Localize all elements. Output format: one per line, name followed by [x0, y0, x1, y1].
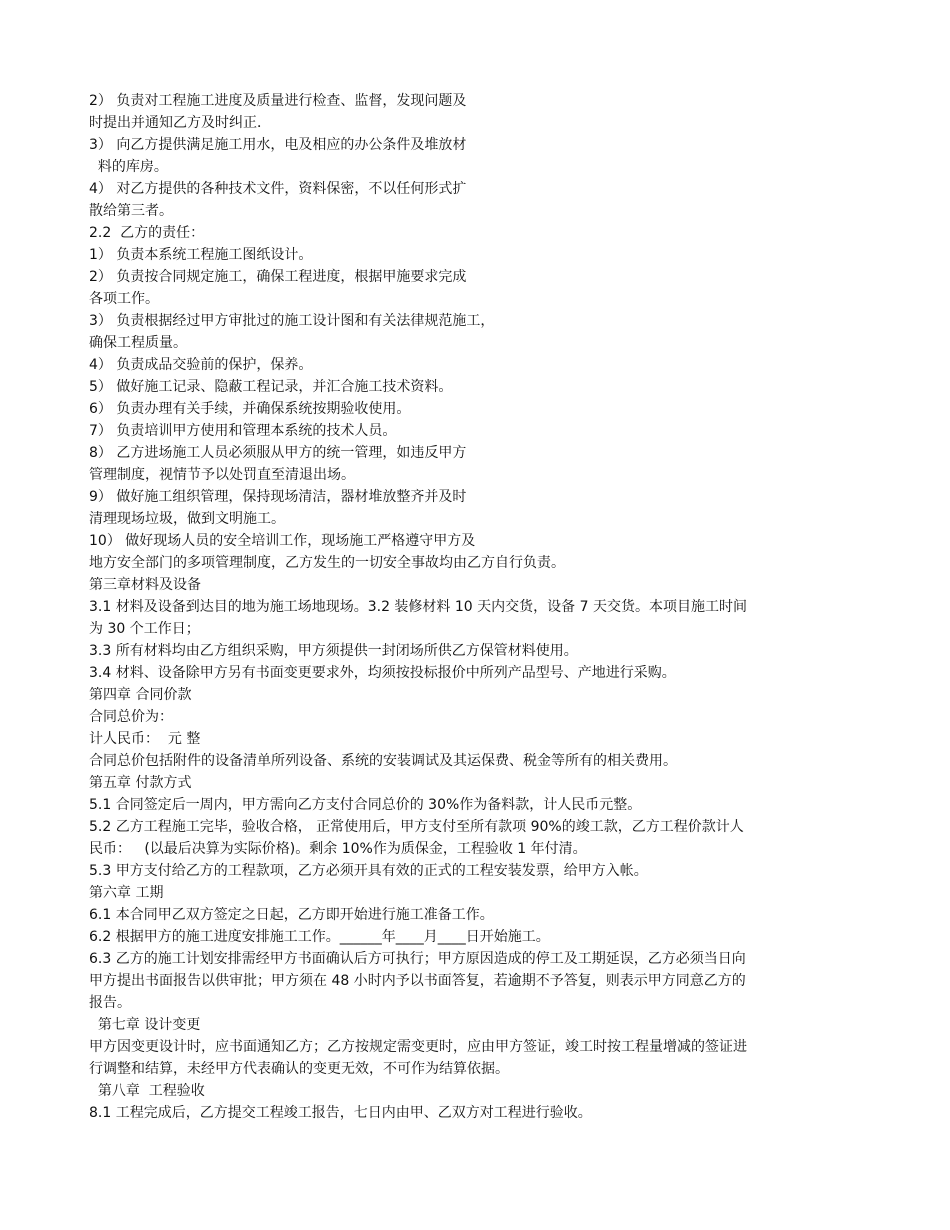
text-line: 3.1 材料及设备到达目的地为施工场地现场。3.2 装修材料 10 天内交货，设备 7 天交货。本项目施工时间 [89, 599, 747, 615]
text-line: 甲方因变更设计时，应书面通知乙方；乙方按规定需变更时，应由甲方签证，竣工时按工程量增减的签证进 [89, 1039, 747, 1055]
chapter-heading: 第五章 付款方式 [89, 775, 192, 791]
text-line: 清理现场垃圾，做到文明施工。 [89, 511, 285, 527]
text-line: 5.2 乙方工程施工完毕，验收合格， 正常使用后，甲方支付至所有款项 90%的竣工款，乙方工程价款计人 [89, 819, 744, 835]
text-line: 4） 对乙方提供的各种技术文件，资料保密，不以任何形式扩 [89, 181, 467, 197]
chapter-heading: 第六章 工期 [89, 885, 164, 901]
text-line: 确保工程质量。 [89, 335, 187, 351]
text-line: 计人民币： 元 整 [89, 731, 201, 747]
text-line: 合同总价为： [89, 709, 173, 725]
text-line: 6.3 乙方的施工计划安排需经甲方书面确认后方可执行；甲方原因造成的停工及工期延误，乙方必须当日向 [89, 951, 746, 967]
text-line: 5） 做好施工记录、隐蔽工程记录，并汇合施工技术资料。 [89, 379, 453, 395]
text-line: 时提出并通知乙方及时纠正． [89, 115, 271, 131]
text-line: 1） 负责本系统工程施工图纸设计。 [89, 247, 313, 263]
text-line: 管理制度，视情节予以处罚直至清退出场。 [89, 467, 355, 483]
contract-document-body [89, 90, 864, 1124]
text-line: 3） 负责根据经过甲方审批过的施工设计图和有关法律规范施工， [89, 313, 495, 329]
text-line: 3.3 所有材料均由乙方组织采购，甲方须提供一封闭场所供乙方保管材料使用。 [89, 643, 578, 659]
text-line: 6.1 本合同甲乙双方签定之日起，乙方即开始进行施工准备工作。 [89, 907, 494, 923]
chapter-heading: 第三章材料及设备 [89, 577, 201, 593]
text-line: 5.1 合同签定后一周内，甲方需向乙方支付合同总价的 30%作为备料款，计人民币元整。 [89, 797, 642, 813]
text-line: 各项工作。 [89, 291, 159, 307]
text-line: 为 30 个工作日； [89, 621, 200, 637]
text-line: 报告。 [89, 995, 131, 1011]
text-line: 8） 乙方进场施工人员必须服从甲方的统一管理，如违反甲方 [89, 445, 467, 461]
text-line: 7） 负责培训甲方使用和管理本系统的技术人员。 [89, 423, 397, 439]
text-line: 3） 向乙方提供满足施工用水，电及相应的办公条件及堆放材 [89, 137, 467, 153]
text-line: 6） 负责办理有关手续，并确保系统按期验收使用。 [89, 401, 411, 417]
text-line: 地方安全部门的多项管理制度，乙方发生的一切安全事故均由乙方自行负责。 [89, 555, 565, 571]
text-line: 8.1 工程完成后，乙方提交工程竣工报告，七日内由甲、乙双方对工程进行验收。 [89, 1105, 592, 1121]
text-line: 甲方提出书面报告以供审批；甲方须在 48 小时内予以书面答复，若逾期不予答复，则表示甲方同意乙方的 [89, 973, 746, 989]
text-line: 5.3 甲方支付给乙方的工程款项，乙方必须开具有效的正式的工程安装发票，给甲方入帐。 [89, 863, 648, 879]
text-line: 行调整和结算，未经甲方代表确认的变更无效，不可作为结算依据。 [89, 1061, 509, 1077]
chapter-heading: 第七章 设计变更 [89, 1017, 201, 1033]
text-line: 4） 负责成品交验前的保护，保养。 [89, 357, 313, 373]
text-line: 10） 做好现场人员的安全培训工作，现场施工严格遵守甲方及 [89, 533, 476, 549]
text-line: 2） 负责对工程施工进度及质量进行检查、监督，发现问题及 [89, 93, 467, 109]
text-line: 民币： (以最后决算为实际价格)。剩余 10%作为质保金，工程验收 1 年付清。 [89, 841, 587, 857]
text-line: 2） 负责按合同规定施工，确保工程进度，根据甲施要求完成 [89, 269, 467, 285]
chapter-heading: 第八章 工程验收 [89, 1083, 205, 1099]
text-line: 合同总价包括附件的设备清单所列设备、系统的安装调试及其运保费、税金等所有的相关费用。 [89, 753, 677, 769]
text-line: 9） 做好施工组织管理，保持现场清洁，器材堆放整齐并及时 [89, 489, 467, 505]
chapter-heading: 第四章 合同价款 [89, 687, 192, 703]
text-line: 3.4 材料、设备除甲方另有书面变更要求外，均须按投标报价中所列产品型号、产地进行采购。 [89, 665, 676, 681]
section-heading: 2.2 乙方的责任： [89, 225, 205, 241]
text-line: 料的库房。 [89, 159, 168, 175]
text-line: 6.2 根据甲方的施工进度安排施工工作。______年____月____日开始施工。 [89, 929, 550, 945]
text-line: 散给第三者。 [89, 203, 173, 219]
